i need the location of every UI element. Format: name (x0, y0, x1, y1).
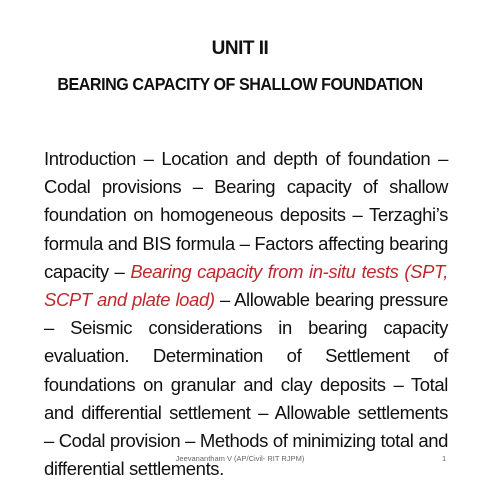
unit-title: UNIT II (211, 38, 269, 59)
body-text-after: – Allowable bearing pressure – Seismic considerations in bearing capacity evaluation. Determination of Settlement of foundations on granular and clay deposits – Total and differential settlement – Allowable settlements – Codal provision – Methods of minimizing total and differential settlements. (44, 289, 448, 480)
page-number: 1 (442, 454, 447, 463)
highlighted-topic: Bearing capacity from in-situ tests (SPT, SCPT and plate load) (44, 260, 448, 311)
slide-subtitle: BEARING CAPACITY OF SHALLOW FOUNDATION (57, 74, 423, 94)
slide-footer: Jeevanantham V (AP/Civil- RIT RJPM) (175, 454, 305, 463)
syllabus-paragraph (44, 145, 448, 483)
body-text-before: Introduction – Location and depth of foundation – Codal provisions – Bearing capacity of shallow foundation on homogeneous deposits – Terzaghi’s formula and BIS formula – Factors affecting bearing capacity – (44, 148, 448, 282)
